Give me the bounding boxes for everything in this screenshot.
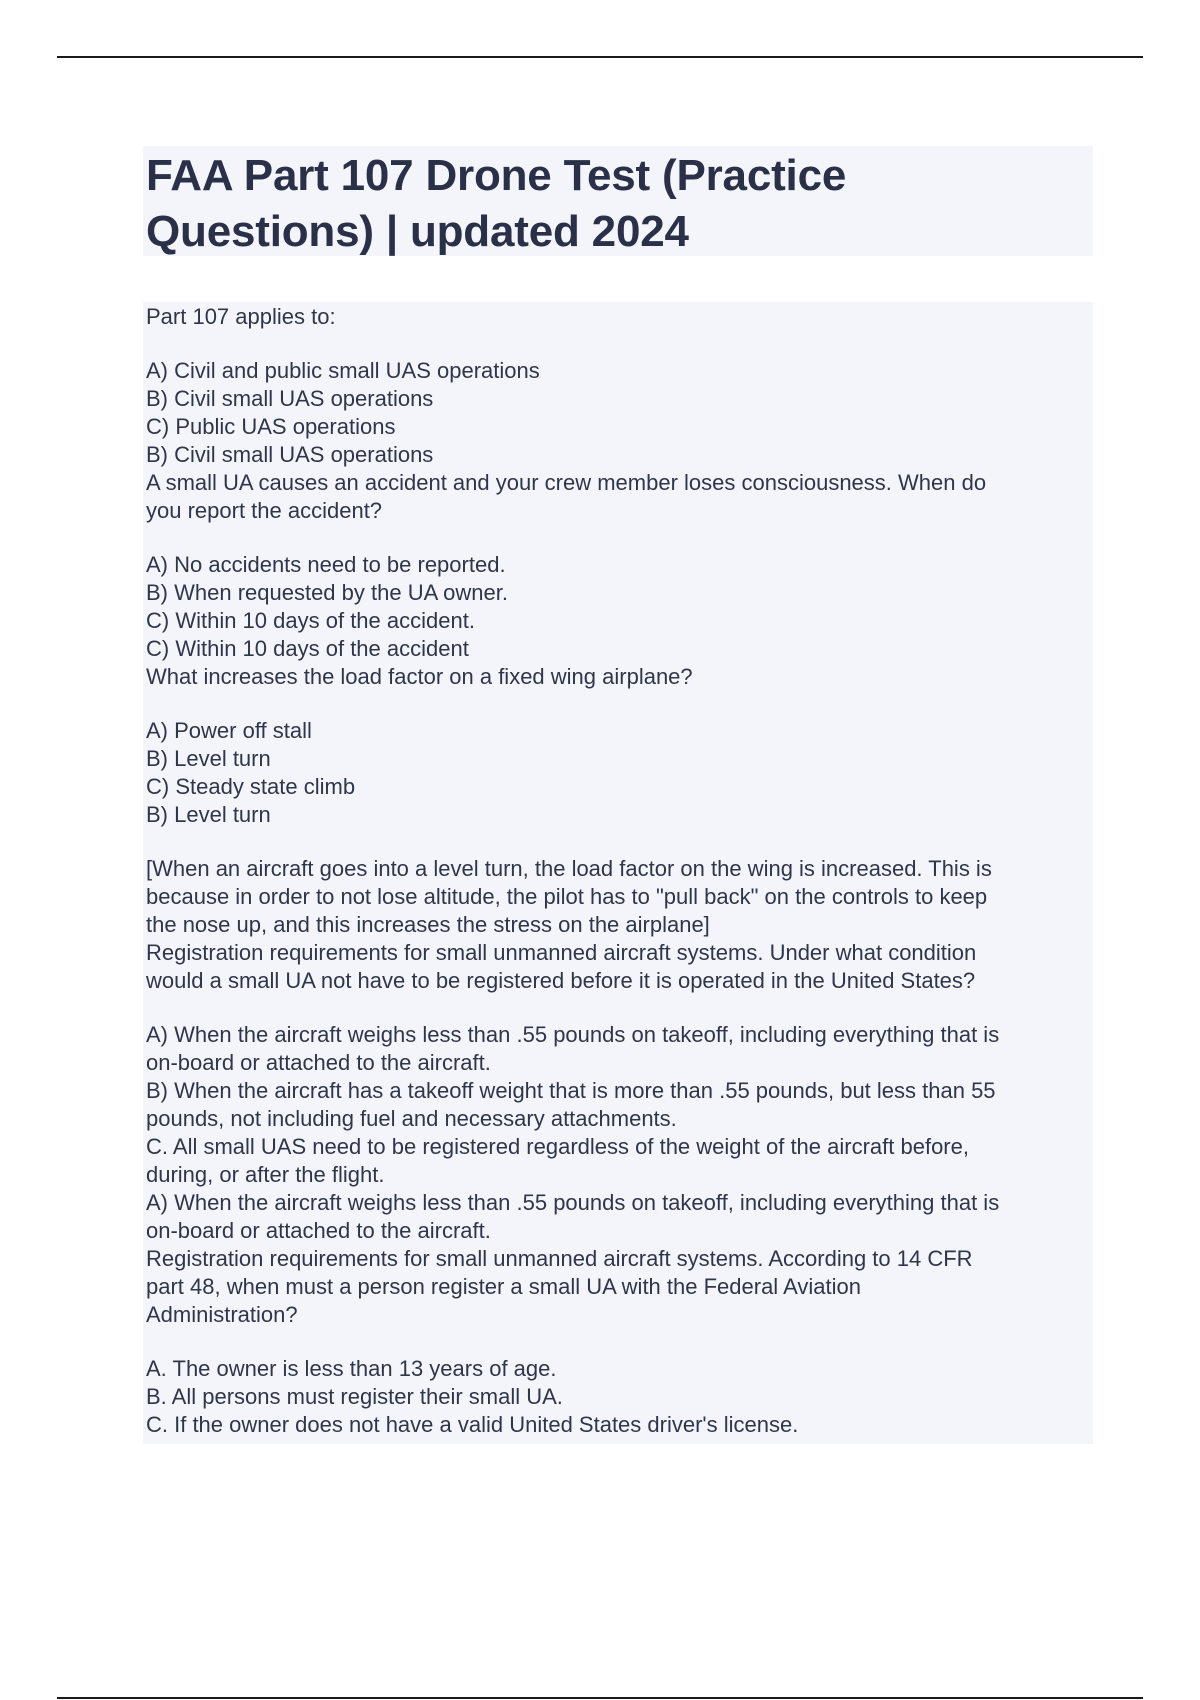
content-block xyxy=(143,302,1093,1444)
q4-option-line: on-board or attached to the aircraft. xyxy=(146,1050,491,1075)
q5-option-b: B. All persons must register their small UA. xyxy=(146,1384,563,1409)
q4-option-line: C. All small UAS need to be registered regardless of the weight of the aircraft before, xyxy=(146,1134,969,1159)
q2-answer: C) Within 10 days of the accident xyxy=(146,636,469,661)
q3-explanation-line: [When an aircraft goes into a level turn, the load factor on the wing is increased. This is xyxy=(146,856,992,881)
question-5-line: Registration requirements for small unmanned aircraft systems. According to 14 CFR xyxy=(146,1246,973,1271)
q3-explanation-line: because in order to not lose altitude, the pilot has to "pull back" on the controls to keep xyxy=(146,884,988,909)
bottom-rule xyxy=(57,1697,1143,1699)
q4-option-line: B) When the aircraft has a takeoff weight that is more than .55 pounds, but less than 55 xyxy=(146,1078,996,1103)
q2-option-a: A) No accidents need to be reported. xyxy=(146,552,506,577)
question-4-line: Registration requirements for small unmanned aircraft systems. Under what condition xyxy=(146,940,977,965)
question-5-line: part 48, when must a person register a small UA with the Federal Aviation xyxy=(146,1274,861,1299)
q4-answer-line: on-board or attached to the aircraft. xyxy=(146,1218,491,1243)
title-block xyxy=(143,146,1093,256)
document-title xyxy=(146,148,1090,260)
q3-option-c: C) Steady state climb xyxy=(146,774,356,799)
question-5-line: Administration? xyxy=(146,1302,298,1327)
q3-option-a: A) Power off stall xyxy=(146,718,312,743)
q3-answer: B) Level turn xyxy=(146,802,271,827)
title-line: FAA Part 107 Drone Test (Practice xyxy=(146,151,847,200)
q2-option-b: B) When requested by the UA owner. xyxy=(146,580,508,605)
q2-option-c: C) Within 10 days of the accident. xyxy=(146,608,475,633)
question-1: Part 107 applies to: xyxy=(146,304,336,329)
question-2-line: A small UA causes an accident and your crew member loses consciousness. When do xyxy=(146,470,987,495)
top-rule xyxy=(57,56,1143,58)
q4-option-line: pounds, not including fuel and necessary attachments. xyxy=(146,1106,677,1131)
q4-option-line: during, or after the flight. xyxy=(146,1162,385,1187)
title-line: Questions) | updated 2024 xyxy=(146,207,689,256)
question-2-line: you report the accident? xyxy=(146,498,383,523)
q1-option-b: B) Civil small UAS operations xyxy=(146,386,434,411)
question-3: What increases the load factor on a fixed wing airplane? xyxy=(146,664,693,689)
q1-option-a: A) Civil and public small UAS operations xyxy=(146,358,540,383)
q4-answer-line: A) When the aircraft weighs less than .55 pounds on takeoff, including everything that is xyxy=(146,1190,1000,1215)
question-4-line: would a small UA not have to be registered before it is operated in the United States? xyxy=(146,968,976,993)
q1-answer: B) Civil small UAS operations xyxy=(146,442,434,467)
q4-option-line: A) When the aircraft weighs less than .55 pounds on takeoff, including everything that is xyxy=(146,1022,1000,1047)
q5-option-a: A. The owner is less than 13 years of age. xyxy=(146,1356,557,1381)
q5-option-c: C. If the owner does not have a valid United States driver's license. xyxy=(146,1412,799,1437)
q3-explanation-line: the nose up, and this increases the stress on the airplane] xyxy=(146,912,710,937)
q1-option-c: C) Public UAS operations xyxy=(146,414,396,439)
q3-option-b: B) Level turn xyxy=(146,746,271,771)
